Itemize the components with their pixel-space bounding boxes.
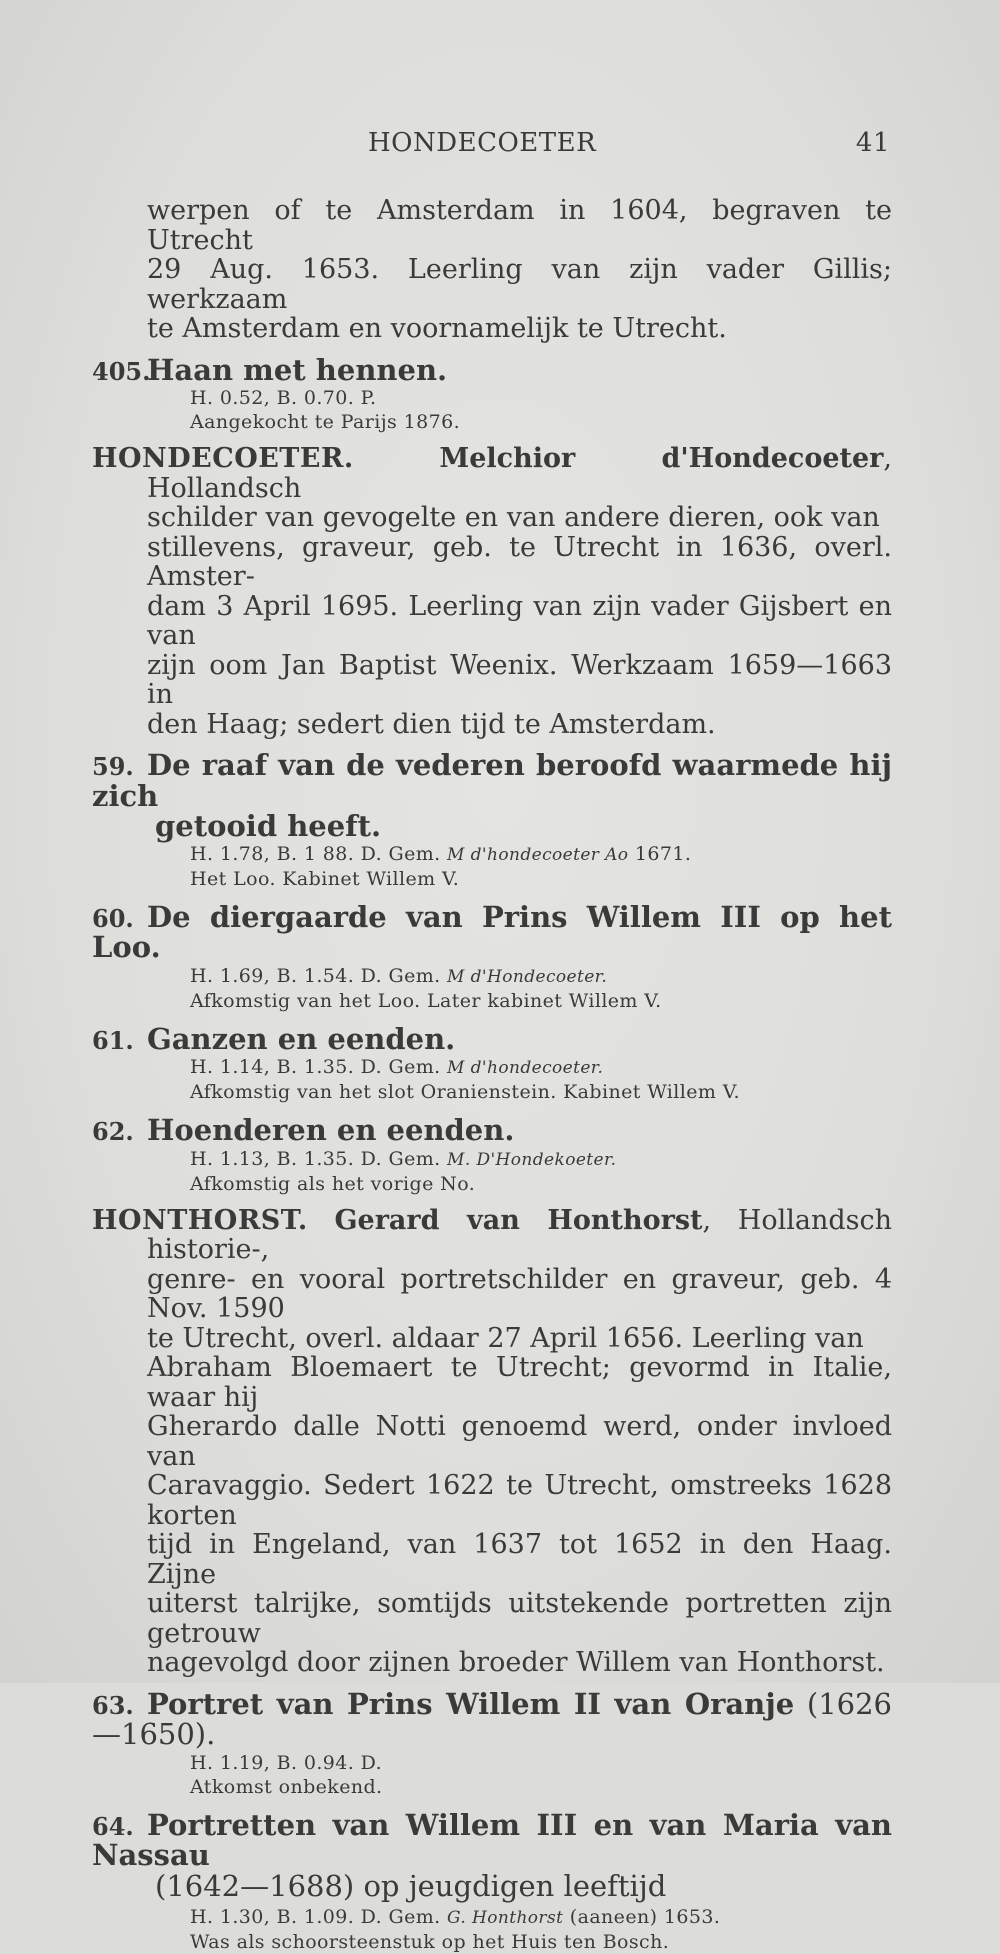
meta-dimensions: H. 1.30, B. 1.09. D. Gem. — [190, 1906, 441, 1928]
entry-title: Ganzen en eenden. — [147, 1022, 455, 1056]
entry-meta — [92, 842, 892, 891]
catalogue-entry-59 — [92, 751, 892, 891]
meta-line: Afkomstig van het Loo. Later kabinet Willem V. — [190, 989, 892, 1013]
signature: M d'hondecoeter. — [447, 1058, 603, 1078]
entry-number: 62. — [92, 1117, 147, 1147]
entry-meta — [92, 1147, 892, 1196]
meta-line: Atkomst onbekend. — [190, 1775, 892, 1799]
entry-number: 405. — [92, 357, 147, 387]
signature: M. D'Hondekoeter. — [447, 1150, 616, 1170]
artist-desc-first: , Hollandsch historie-, — [147, 1205, 892, 1266]
text-line: nagevolgd door zijnen broeder Willem van Honthorst. — [147, 1648, 892, 1678]
text-line: Abraham Bloemaert te Utrecht; gevormd in Italie, waar hij — [147, 1353, 892, 1412]
meta-note: (aaneen) 1653. — [570, 1906, 720, 1928]
entry-number: 63. — [92, 1691, 147, 1721]
catalogue-entry-64 — [92, 1811, 892, 1954]
meta-dimensions: H. 1.69, B. 1.54. D. Gem. — [190, 965, 441, 987]
entry-title: Hoenderen en eenden. — [147, 1113, 514, 1147]
artist-full-name: Melchior d'Hondecoeter — [439, 443, 883, 474]
intro-paragraph — [92, 196, 892, 344]
entry-number: 61. — [92, 1026, 147, 1056]
meta-line: H. 1.19, B. 0.94. D. — [190, 1751, 892, 1775]
artist-description — [92, 1265, 892, 1678]
meta-line — [190, 1905, 892, 1930]
entry-meta — [92, 1751, 892, 1799]
catalogue-entry-63 — [92, 1690, 892, 1799]
signature: G. Honthorst — [447, 1908, 563, 1928]
signature: M d'hondecoeter Ao — [447, 845, 628, 865]
text-line: Caravaggio. Sedert 1622 te Utrecht, omstreeks 1628 korten — [147, 1471, 892, 1530]
page-body — [92, 196, 892, 1954]
meta-line — [190, 1147, 892, 1172]
meta-line: Aangekocht te Parijs 1876. — [190, 410, 892, 434]
catalogue-entry-405 — [92, 356, 892, 435]
meta-line — [190, 1055, 892, 1080]
text-line: 29 Aug. 1653. Leerling van zijn vader Gillis; werkzaam — [147, 255, 892, 314]
entry-number: 64. — [92, 1812, 147, 1842]
meta-line: Het Loo. Kabinet Willem V. — [190, 867, 892, 891]
text-line: genre- en vooral portretschilder en graveur, geb. 4 Nov. 1590 — [147, 1265, 892, 1324]
meta-line: H. 0.52, B. 0.70. P. — [190, 386, 892, 410]
entry-title: De raaf van de vederen beroofd waarmede hij zich — [92, 748, 892, 813]
entry-title: Portretten van Willem III en van Maria van Nassau — [92, 1808, 892, 1873]
meta-dimensions: H. 1.78, B. 1 88. D. Gem. — [190, 843, 441, 865]
meta-line — [190, 964, 892, 989]
artist-entry-hondecoeter — [92, 444, 892, 739]
entry-title: De diergaarde van Prins Willem III op het Loo. — [92, 900, 892, 965]
entry-meta — [92, 1905, 892, 1954]
artist-desc-first: , Hollandsch — [147, 443, 892, 504]
meta-line: Afkomstig van het slot Oranienstein. Kabinet Willem V. — [190, 1080, 892, 1104]
page-number: 41 — [856, 128, 890, 158]
text-line: Gherardo dalle Notti genoemd werd, onder invloed van — [147, 1412, 892, 1471]
entry-meta — [92, 386, 892, 434]
meta-date: 1671. — [635, 843, 691, 865]
catalogue-entry-61 — [92, 1025, 892, 1105]
artist-surname: HONDECOETER. — [92, 443, 354, 474]
entry-title: Haan met hennen. — [147, 353, 447, 387]
text-line: werpen of te Amsterdam in 1604, begraven te Utrecht — [147, 196, 892, 255]
entry-number: 60. — [92, 904, 147, 934]
meta-line: Afkomstig als het vorige No. — [190, 1172, 892, 1196]
meta-dimensions: H. 1.13, B. 1.35. D. Gem. — [190, 1148, 441, 1170]
artist-description — [92, 503, 892, 739]
text-line: uiterst talrijke, somtijds uitstekende portretten zijn getrouw — [147, 1589, 892, 1648]
artist-surname: HONTHORST. — [92, 1205, 308, 1236]
meta-dimensions: H. 1.14, B. 1.35. D. Gem. — [190, 1056, 441, 1078]
signature: M d'Hondecoeter. — [447, 967, 607, 987]
text-line: te Utrecht, overl. aldaar 27 April 1656. Leerling van — [147, 1324, 892, 1354]
meta-line — [190, 842, 892, 867]
text-line: stillevens, graveur, geb. te Utrecht in 1636, overl. Amster- — [147, 533, 892, 592]
catalogue-entry-60 — [92, 903, 892, 1013]
entry-title-dates: (1626—1650). — [92, 1687, 892, 1752]
artist-entry-honthorst — [92, 1206, 892, 1678]
entry-title-continued: getooid heeft. — [92, 812, 892, 842]
text-line: dam 3 April 1695. Leerling van zijn vader Gijsbert en van — [147, 592, 892, 651]
text-line: den Haag; sedert dien tijd te Amsterdam. — [147, 710, 892, 740]
text-line: te Amsterdam en voornamelijk te Utrecht. — [147, 314, 892, 344]
catalogue-entry-62 — [92, 1116, 892, 1196]
entry-meta — [92, 1055, 892, 1104]
artist-full-name: Gerard van Honthorst — [334, 1205, 702, 1236]
entry-meta — [92, 964, 892, 1013]
text-line: zijn oom Jan Baptist Weenix. Werkzaam 1659—1663 in — [147, 651, 892, 710]
page-header — [368, 128, 890, 168]
entry-number: 59. — [92, 752, 147, 782]
meta-line: Was als schoorsteenstuk op het Huis ten Bosch. — [190, 1930, 892, 1954]
text-line: schilder van gevogelte en van andere dieren, ook van — [147, 503, 892, 533]
text-line: tijd in Engeland, van 1637 tot 1652 in den Haag. Zijne — [147, 1530, 892, 1589]
running-title: HONDECOETER — [368, 128, 596, 158]
entry-title-continued: (1642—1688) op jeugdigen leeftijd — [92, 1872, 892, 1902]
entry-title: Portret van Prins Willem II van Oranje — [147, 1687, 794, 1721]
